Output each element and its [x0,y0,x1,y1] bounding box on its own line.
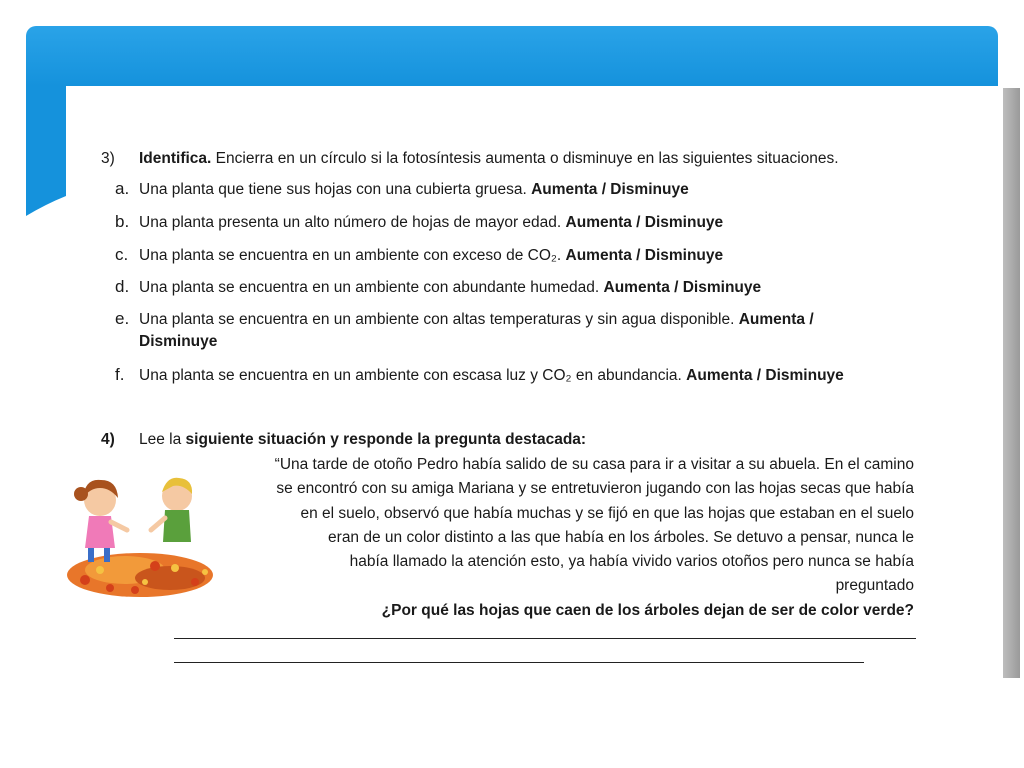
item-answer-options-continued: Disminuye [139,333,218,350]
item-text: Una planta se encuentra en un ambiente con escasa luz y CO₂ en abundancia. [139,367,687,384]
story-line: había llamado la atención esto, ya había vivido varios otoños pero nunca se había [349,553,914,571]
question-4-number: 4) [101,431,115,448]
question-3-instruction [139,149,839,169]
page-shadow [1003,88,1020,678]
item-text: Una planta se encuentra en un ambiente con exceso de CO₂. [139,247,566,264]
question-3-number: 3) [101,150,115,167]
item-a [139,180,689,200]
item-letter: f. [115,365,125,384]
item-b [139,213,723,233]
item-answer-options: Aumenta / Disminuye [565,214,724,231]
item-letter: c. [115,245,129,264]
item-f [139,366,844,386]
highlighted-question: ¿Por qué las hojas que caen de los árboles dejan de ser de color verde? [381,601,914,619]
question-3-instruction-bold: Identifica. [139,150,212,167]
story-line: se encontró con su amiga Mariana y se entretuvieron jugando con las hojas secas que había [276,480,914,498]
item-letter: a. [115,179,130,198]
story-line: “Una tarde de otoño Pedro había salido de su casa para ir a visitar a su abuela. En el camino [274,456,914,473]
item-text: Una planta presenta un alto número de hojas de mayor edad. [139,214,566,231]
story-line-last [180,574,914,623]
story-paragraph [180,453,914,623]
question-3-instruction-text: Encierra en un círculo si la fotosíntesis aumenta o disminuye en las siguientes situaciones. [211,150,839,167]
item-text: Una planta se encuentra en un ambiente con abundante humedad. [139,279,604,296]
item-answer-options: Aumenta / [738,311,814,328]
item-d [139,278,761,298]
item-letter: b. [115,212,130,231]
item-answer-options: Aumenta / Disminuye [531,181,689,198]
banner-wing-decoration [26,86,66,216]
item-answer-options: Aumenta / Disminuye [565,247,724,264]
item-letter: e. [115,309,130,328]
item-answer-options: Aumenta / Disminuye [603,279,762,296]
item-e-continued [139,332,217,352]
item-text: Una planta que tiene sus hojas con una cubierta gruesa. [139,181,532,198]
story-line: en el suelo, observó que había muchas y se fijó en que las hojas que estaban en el suelo [300,504,914,522]
item-letter: d. [115,277,130,296]
kids-autumn-leaves-illustration [65,470,215,600]
item-text: Una planta se encuentra en un ambiente con altas temperaturas y sin agua disponible. [139,311,739,328]
item-e [139,310,814,330]
item-c [139,246,723,266]
story-line: eran de un color distinto a las que había en los árboles. Se detuvo a pensar, nunca le [328,528,914,546]
question-4-instruction-text: Lee la [139,431,186,448]
question-4-instruction-bold: siguiente situación y responde la pregunta destacada: [185,431,587,448]
item-answer-options: Aumenta / Disminuye [686,367,844,384]
header-banner [26,26,998,86]
question-4-instruction [139,430,586,450]
answer-line-2[interactable] [174,662,864,663]
answer-line-1[interactable] [174,638,916,639]
story-last-text: preguntado [835,577,914,595]
